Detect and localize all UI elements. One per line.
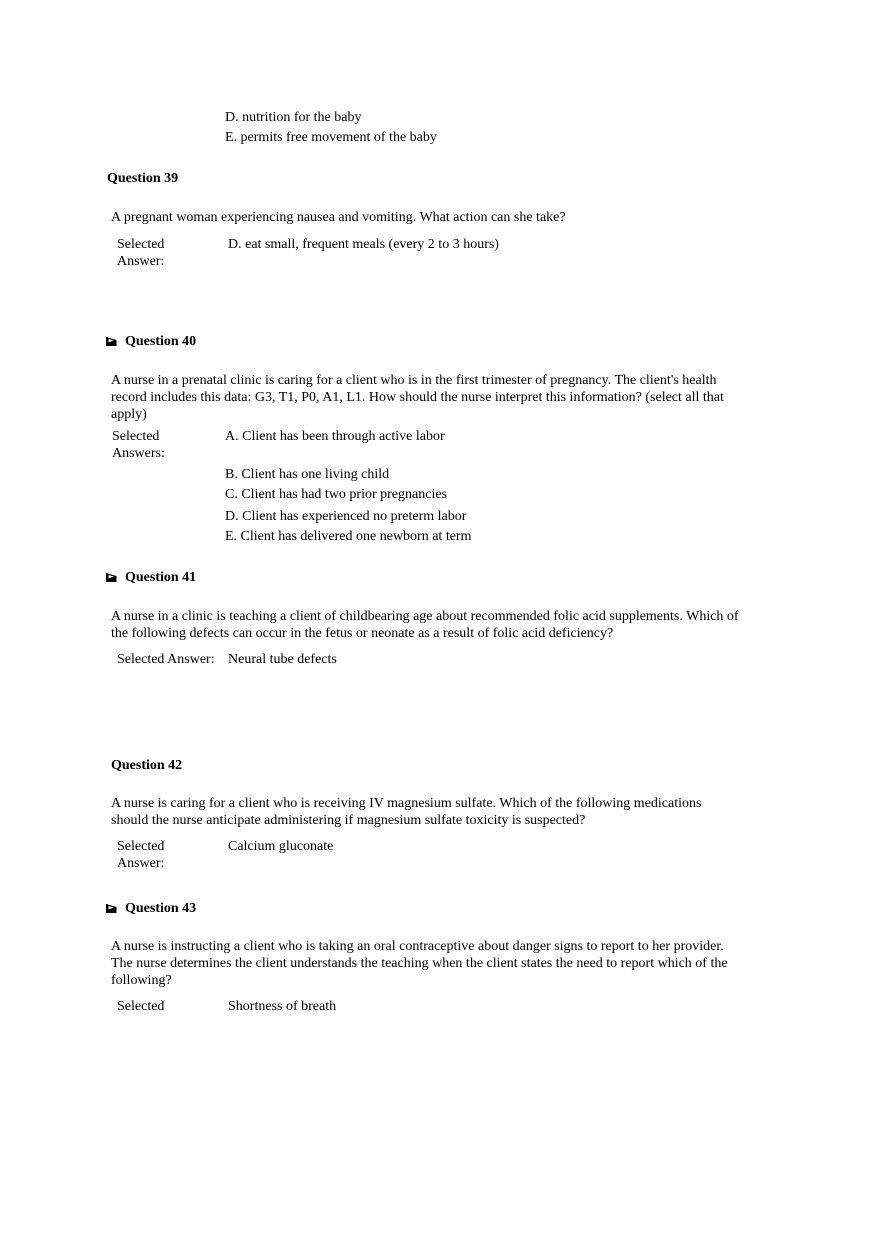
question-41-selected-answer: Neural tube defects (228, 652, 337, 667)
question-43-selected-label: Selected (117, 999, 165, 1014)
question-40-answer-d: D. Client has experienced no preterm labor (225, 509, 467, 524)
question-39-text: A pregnant woman experiencing nausea and vomiting. What action can she take? (111, 210, 566, 225)
question-40-answer-b: B. Client has one living child (225, 467, 390, 482)
question-43-text-line-3: following? (111, 973, 172, 988)
question-40-text-line-3: apply) (111, 407, 147, 422)
question-43-title: Question 43 (125, 901, 197, 916)
question-39-selected-answer: D. eat small, frequent meals (every 2 to 3 hours) (228, 237, 499, 252)
question-43-selected-answer: Shortness of breath (228, 999, 337, 1014)
question-43-text-line-2: The nurse determines the client understands the teaching when the client states the need to report which of the (111, 956, 728, 971)
question-40-answers-label: Answers: (112, 446, 165, 461)
question-39-answer-label: Answer: (117, 254, 165, 269)
question-41-selected-label: Selected Answer: (117, 652, 215, 667)
flag-icon (106, 573, 117, 582)
question-41-text-line-2: the following defects can occur in the fetus or neonate as a result of folic acid deficiency? (111, 626, 614, 641)
question-40-text-line-2: record includes this data: G3, T1, P0, A1, L1. How should the nurse interpret this information? (select all that (111, 390, 724, 405)
question-39-title: Question 39 (107, 171, 179, 186)
question-40-title: Question 40 (125, 334, 197, 349)
question-41-title: Question 41 (125, 570, 197, 585)
question-40-answer-c: C. Client has had two prior pregnancies (225, 487, 448, 502)
question-42-selected-label: Selected (117, 839, 165, 854)
question-42-text-line-2: should the nurse anticipate administering if magnesium sulfate toxicity is suspected? (111, 813, 586, 828)
question-42-text-line-1: A nurse is caring for a client who is receiving IV magnesium sulfate. Which of the following medications (111, 796, 702, 811)
question-42-selected-answer: Calcium gluconate (228, 839, 334, 854)
question-40-text-line-1: A nurse in a prenatal clinic is caring for a client who is in the first trimester of pregnancy. The client's health (111, 373, 717, 388)
flag-icon (106, 337, 117, 346)
carryover-option-e: E. permits free movement of the baby (225, 130, 437, 145)
flag-icon (106, 904, 117, 913)
question-40-selected-label: Selected (112, 429, 160, 444)
question-39-selected-label: Selected (117, 237, 165, 252)
question-40-answer-e: E. Client has delivered one newborn at term (225, 529, 472, 544)
carryover-option-d: D. nutrition for the baby (225, 110, 362, 125)
question-40-answer-a: A. Client has been through active labor (225, 429, 445, 444)
question-41-text-line-1: A nurse in a clinic is teaching a client of childbearing age about recommended folic acid supplements. Which of (111, 609, 739, 624)
question-42-title: Question 42 (111, 758, 183, 773)
question-43-text-line-1: A nurse is instructing a client who is taking an oral contraceptive about danger signs to report to her provider. (111, 939, 724, 954)
question-42-answer-label: Answer: (117, 856, 165, 871)
